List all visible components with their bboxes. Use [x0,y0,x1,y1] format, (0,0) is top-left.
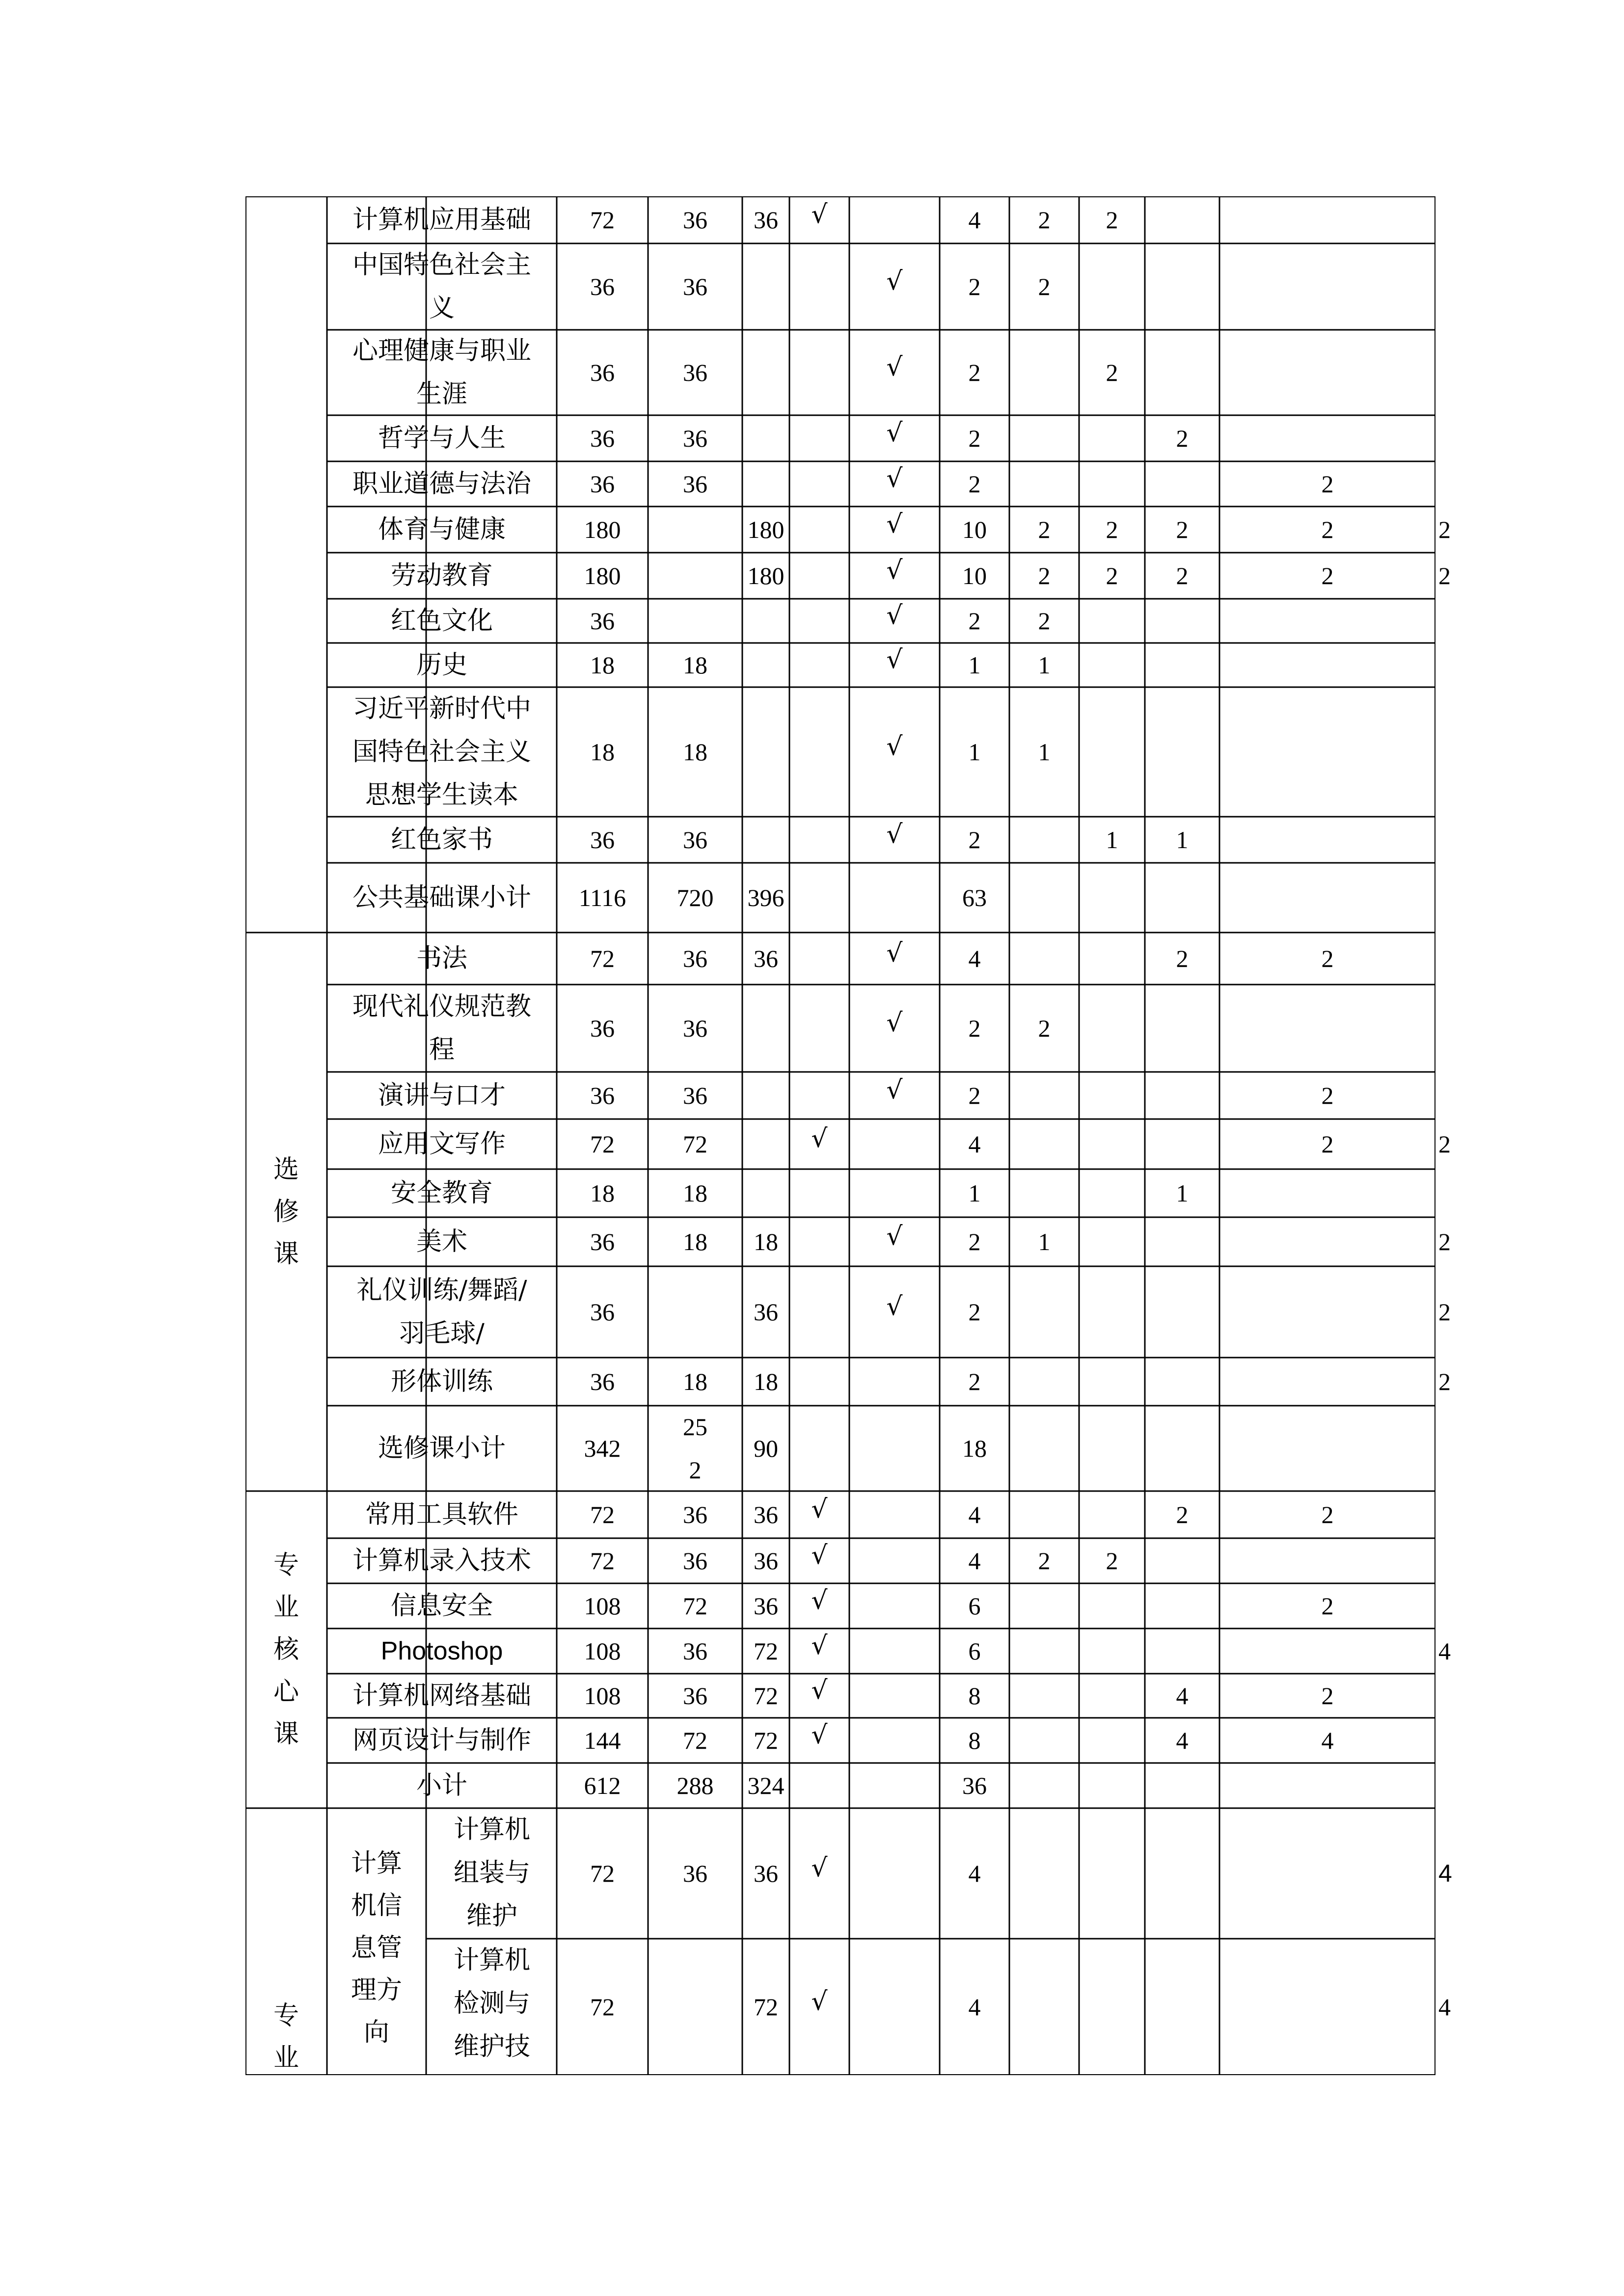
cell-s3: 2 [1176,945,1189,972]
course-plan-table [245,196,1452,2075]
cell-theory: 36 [683,359,707,386]
group-direction-info-management: 计算 机信 息管 理方 向 [351,1849,402,2047]
cell-theory: 36 [683,273,707,300]
cell-credits: 10 [962,516,987,543]
cell-theory: 72 [683,1592,707,1620]
course-name: 中国特色社会主 义 [352,250,531,323]
course-name: 计算机 检测与 维护技 [453,1946,530,2061]
cell-practice: 36 [754,1860,778,1887]
cell-total: 72 [590,1501,615,1528]
cell-s4: 2 [1321,562,1334,589]
course-name: 职业道德与法治 [352,469,531,499]
cell-practice: 36 [754,1501,778,1528]
cell-theory: 18 [683,1368,707,1395]
cell-credits: 6 [968,1592,981,1620]
cell-theory: 36 [683,470,707,498]
cell-total: 108 [584,1682,621,1709]
cell-s1: 2 [1038,273,1051,300]
cell-s4: 2 [1321,470,1334,498]
cell-credits: 18 [962,1435,987,1462]
cell-total: 342 [584,1435,621,1462]
course-name: 计算机网络基础 [352,1681,531,1710]
cell-col-b: √ [886,464,903,493]
cell-s1: 1 [1038,738,1051,766]
cell-col-b: √ [886,418,903,448]
cell-col-b: √ [886,556,903,585]
cell-col-a: √ [811,1676,828,1705]
cell-total: 72 [590,1993,615,2021]
cell-credits: 2 [968,1228,981,1255]
cell-practice: 18 [754,1368,778,1395]
cell-total: 72 [590,206,615,234]
cell-s1: 2 [1038,1015,1051,1042]
cell-s2: 2 [1106,516,1118,543]
cell-col-b: √ [886,1008,903,1038]
cell-s3: 4 [1176,1682,1189,1709]
cell-credits: 2 [968,607,981,635]
cell-s5: 2 [1438,562,1451,589]
cell-practice: 36 [754,1592,778,1620]
cell-theory: 72 [683,1130,707,1158]
cell-credits: 4 [968,1993,981,2021]
cell-col-a: √ [811,1541,828,1570]
cell-total: 144 [584,1727,621,1754]
cell-total: 72 [590,945,615,972]
course-name: 劳动教育 [390,561,493,590]
cell-practice: 36 [754,1547,778,1575]
group-elective: 选 修 课 [273,1155,299,1269]
cell-col-b: √ [886,267,903,296]
course-name: Photoshop [380,1637,503,1665]
cell-col-b: √ [886,1222,903,1251]
cell-total: 108 [584,1637,621,1665]
cell-s3: 2 [1176,425,1189,452]
cell-s5: 2 [1438,1228,1451,1255]
cell-total: 36 [590,1298,615,1326]
cell-s5: 2 [1438,1130,1451,1158]
cell-credits: 63 [962,884,987,911]
cell-s3: 2 [1176,562,1189,589]
cell-practice: 72 [754,1637,778,1665]
cell-s5: 2 [1438,1368,1451,1395]
cell-col-a: √ [811,1720,828,1750]
cell-s1: 2 [1038,607,1051,635]
cell-practice: 72 [754,1682,778,1709]
cell-s5: 4 [1438,1993,1451,2021]
cell-credits: 2 [968,1082,981,1109]
cell-total: 36 [590,1228,615,1255]
cell-s4: 2 [1321,516,1334,543]
course-name: 网页设计与制作 [352,1726,531,1755]
cell-col-b: √ [886,1075,903,1105]
course-name: 小计 [416,1771,467,1800]
cell-total: 36 [590,470,615,498]
cell-total: 108 [584,1592,621,1620]
cell-theory: 36 [683,1547,707,1575]
cell-col-a: √ [811,1586,828,1615]
cell-theory: 720 [677,884,714,911]
cell-total: 36 [590,425,615,452]
cell-credits: 10 [962,562,987,589]
cell-theory: 18 [683,651,707,679]
course-name: 美术 [416,1227,467,1256]
cell-s2: 2 [1106,1547,1118,1575]
course-name: 形体训练 [390,1367,493,1396]
course-name: 演讲与口才 [378,1081,506,1110]
cell-total: 36 [590,1368,615,1395]
course-name: 计算机应用基础 [352,205,531,235]
cell-s2: 2 [1106,359,1118,386]
cell-s1: 2 [1038,206,1051,234]
cell-credits: 4 [968,206,981,234]
cell-credits: 2 [968,359,981,386]
cell-total: 18 [590,738,615,766]
cell-s5: 2 [1438,516,1451,543]
cell-credits: 2 [968,470,981,498]
cell-s4: 4 [1321,1727,1334,1754]
cell-s1: 2 [1038,1547,1051,1575]
cell-s4: 2 [1321,945,1334,972]
course-name: 红色家书 [390,825,493,854]
cell-col-b: √ [886,732,903,761]
course-name: 哲学与人生 [378,424,506,453]
cell-total: 612 [584,1772,621,1799]
course-name: 选修课小计 [378,1434,506,1463]
cell-col-b: √ [886,601,903,630]
cell-credits: 2 [968,273,981,300]
course-name: 公共基础课小计 [352,883,531,912]
course-name: 书法 [416,944,467,973]
course-name: 信息安全 [390,1591,493,1621]
cell-col-b: √ [886,352,903,382]
cell-credits: 2 [968,425,981,452]
cell-total: 36 [590,1082,615,1109]
course-name: 计算机录入技术 [352,1546,531,1575]
cell-col-a: √ [811,200,828,229]
cell-theory: 36 [683,425,707,452]
course-name: 计算机 组装与 维护 [453,1815,530,1931]
cell-col-b: √ [886,509,903,539]
cell-col-a: √ [811,1987,828,2016]
course-name: 安全教育 [390,1178,493,1208]
cell-s1: 2 [1038,562,1051,589]
cell-credits: 1 [968,1179,981,1207]
cell-theory: 36 [683,1082,707,1109]
cell-s3: 2 [1176,516,1189,543]
cell-s1: 2 [1038,516,1051,543]
cell-practice: 36 [754,206,778,234]
cell-s3: 4 [1176,1727,1189,1754]
cell-total: 180 [584,562,621,589]
cell-credits: 4 [968,945,981,972]
cell-credits: 8 [968,1727,981,1754]
cell-s4: 2 [1321,1130,1334,1158]
cell-practice: 180 [747,562,785,589]
course-name: 红色文化 [390,606,493,636]
cell-practice: 396 [747,884,785,911]
cell-s1: 1 [1038,1228,1051,1255]
cell-s1: 1 [1038,651,1051,679]
cell-credits: 1 [968,651,981,679]
cell-practice: 180 [747,516,785,543]
cell-theory: 18 [683,1179,707,1207]
cell-practice: 36 [754,945,778,972]
cell-credits: 4 [968,1860,981,1887]
cell-s4: 2 [1321,1501,1334,1528]
cell-total: 36 [590,826,615,854]
cell-practice: 18 [754,1228,778,1255]
cell-s2: 1 [1106,826,1118,854]
cell-theory: 36 [683,206,707,234]
cell-practice: 324 [747,1772,785,1799]
cell-s5: 2 [1438,1298,1451,1326]
cell-credits: 1 [968,738,981,766]
cell-credits: 36 [962,1772,987,1799]
cell-s4: 2 [1321,1592,1334,1620]
cell-col-a: √ [811,1853,828,1883]
cell-col-a: √ [811,1631,828,1660]
cell-theory: 36 [683,1682,707,1709]
cell-theory: 18 [683,738,707,766]
course-name: 习近平新时代中 国特色社会主义 思想学生读本 [352,694,531,810]
cell-s2: 2 [1106,562,1118,589]
cell-credits: 4 [968,1547,981,1575]
cell-theory: 72 [683,1727,707,1754]
cell-total: 36 [590,273,615,300]
cell-total: 18 [590,651,615,679]
cell-total: 36 [590,359,615,386]
cell-credits: 4 [968,1501,981,1528]
cell-practice: 72 [754,1727,778,1754]
course-name: 心理健康与职业 生涯 [352,336,531,409]
cell-s3: 1 [1176,1179,1189,1207]
cell-col-b: √ [886,938,903,968]
cell-total: 180 [584,516,621,543]
cell-credits: 8 [968,1682,981,1709]
cell-col-b: √ [886,1292,903,1321]
cell-col-a: √ [811,1124,828,1153]
group-core-courses: 专 业 核 心 课 [273,1550,299,1749]
cell-theory: 36 [683,1637,707,1665]
cell-col-b: √ [886,645,903,674]
course-name: 现代礼仪规范教 程 [352,992,531,1065]
cell-s3: 1 [1176,826,1189,854]
course-name: 应用文写作 [378,1129,506,1159]
cell-credits: 2 [968,1298,981,1326]
course-name: 常用工具软件 [365,1500,518,1529]
cell-credits: 4 [968,1130,981,1158]
cell-theory: 36 [683,1501,707,1528]
cell-theory: 25 2 [683,1413,707,1484]
group-professional: 专 业 [273,2001,299,2073]
course-name: 历史 [416,650,467,680]
cell-s5: 4 [1438,1860,1452,1887]
cell-s2: 2 [1106,206,1118,234]
cell-total: 36 [590,1015,615,1042]
cell-theory: 36 [683,826,707,854]
course-name: 礼仪训练/舞蹈/ 羽毛球/ [356,1276,527,1348]
cell-credits: 2 [968,1015,981,1042]
cell-theory: 36 [683,1015,707,1042]
cell-col-a: √ [811,1495,828,1524]
cell-practice: 36 [754,1298,778,1326]
cell-total: 72 [590,1547,615,1575]
cell-theory: 36 [683,945,707,972]
cell-practice: 90 [754,1435,778,1462]
cell-credits: 6 [968,1637,981,1665]
cell-total: 72 [590,1130,615,1158]
cell-practice: 72 [754,1993,778,2021]
cell-credits: 2 [968,1368,981,1395]
cell-total: 36 [590,607,615,635]
cell-s3: 2 [1176,1501,1189,1528]
cell-total: 72 [590,1860,615,1887]
cell-total: 18 [590,1179,615,1207]
cell-theory: 36 [683,1860,707,1887]
cell-s4: 2 [1321,1682,1334,1709]
cell-theory: 288 [677,1772,714,1799]
cell-s4: 2 [1321,1082,1334,1109]
course-name: 体育与健康 [378,515,506,544]
cell-total: 1116 [578,884,626,911]
cell-credits: 2 [968,826,981,854]
cell-s5: 4 [1438,1637,1451,1665]
cell-theory: 18 [683,1228,707,1255]
cell-col-b: √ [886,820,903,849]
